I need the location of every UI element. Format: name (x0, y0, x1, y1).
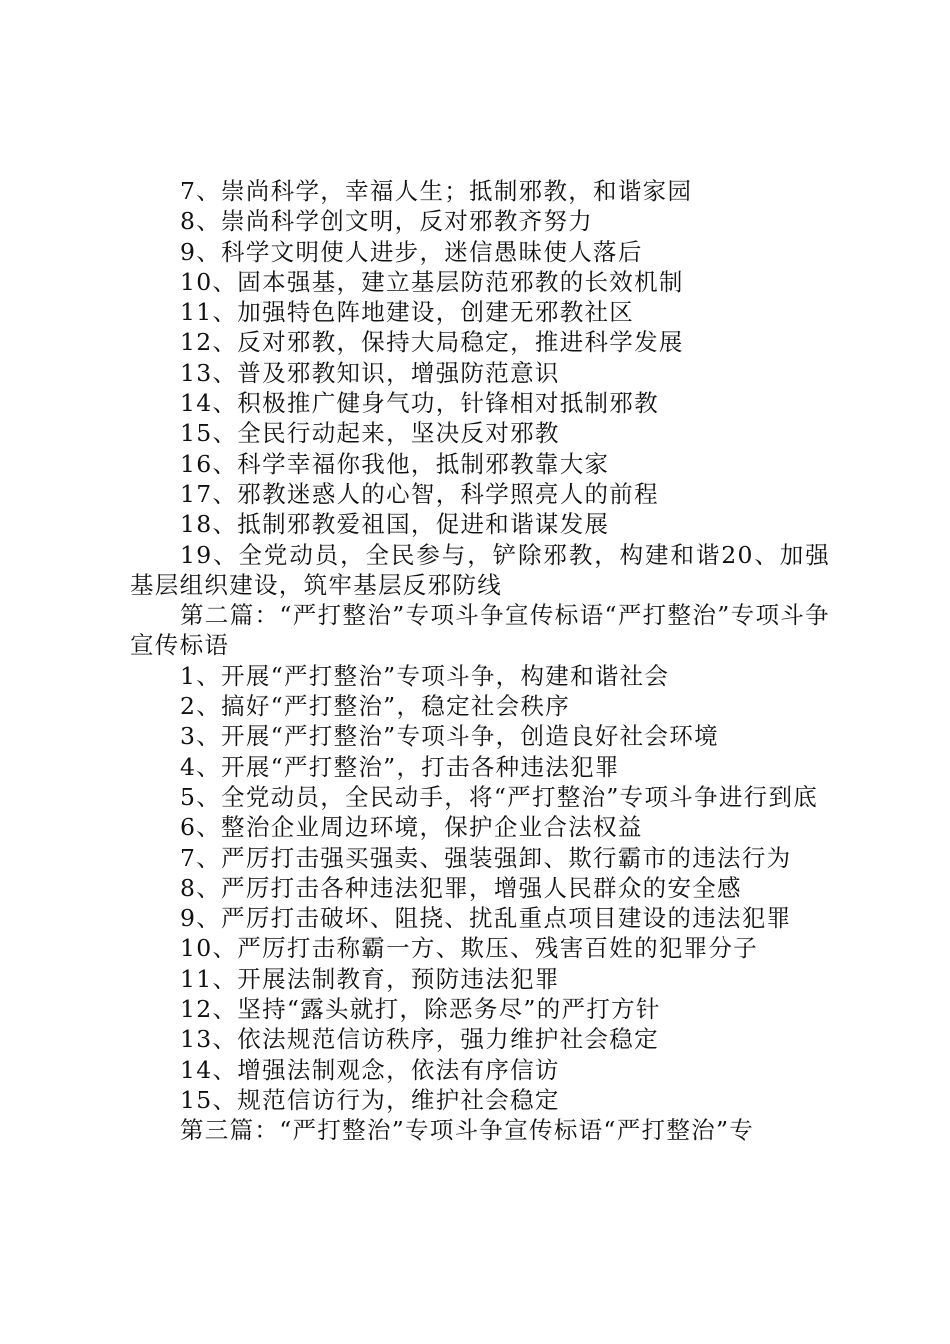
paragraph: 6、整治企业周边环境，保护企业合法权益 (180, 813, 643, 842)
paragraph: 19、全党动员，全民参与，铲除邪教，构建和谐20、加强基层组织建设，筑牢基层反邪防线 (130, 540, 830, 599)
paragraph: 5、全党动员，全民动手，将“严打整治”专项斗争进行到底 (180, 782, 819, 811)
paragraph: 12、反对邪教，保持大局稳定，推进科学发展 (180, 328, 684, 357)
paragraph: 17、邪教迷惑人的心智，科学照亮人的前程 (180, 479, 659, 508)
paragraph: 18、抵制邪教爱祖国，促进和谐谋发展 (180, 510, 610, 539)
paragraph: 12、坚持“露头就打，除恶务尽”的严打方针 (180, 995, 661, 1024)
paragraph: 4、开展“严打整治”，打击各种违法犯罪 (180, 752, 620, 781)
paragraph: 10、严厉打击称霸一方、欺压、残害百姓的犯罪分子 (180, 934, 759, 963)
paragraph: 8、严厉打击各种违法犯罪，增强人民群众的安全感 (180, 873, 742, 902)
paragraph: 2、搞好“严打整治”，稳定社会秩序 (180, 692, 571, 721)
paragraph: 7、严厉打击强买强卖、强装强卸、欺行霸市的违法行为 (180, 843, 792, 872)
section-heading: 第二篇：“严打整治”专项斗争宣传标语“严打整治”专项斗争宣传标语 (130, 601, 830, 660)
paragraph: 8、崇尚科学创文明，反对邪教齐努力 (180, 207, 594, 236)
paragraph: 13、普及邪教知识，增强防范意识 (180, 358, 560, 387)
paragraph: 9、科学文明使人进步，迷信愚昧使人落后 (180, 237, 643, 266)
document-body (130, 176, 830, 1146)
paragraph: 14、积极推广健身气功，针锋相对抵制邪教 (180, 389, 659, 418)
paragraph: 16、科学幸福你我他，抵制邪教靠大家 (180, 449, 610, 478)
paragraph: 15、全民行动起来，坚决反对邪教 (180, 419, 560, 448)
paragraph: 7、崇尚科学，幸福人生；抵制邪教，和谐家园 (180, 177, 693, 205)
paragraph: 1、开展“严打整治”专项斗争，构建和谐社会 (180, 661, 670, 690)
paragraph: 11、开展法制教育，预防违法犯罪 (180, 964, 560, 993)
paragraph: 14、增强法制观念，依法有序信访 (180, 1055, 560, 1084)
section-heading: 第三篇：“严打整治”专项斗争宣传标语“严打整治”专 (180, 1116, 755, 1145)
paragraph: 9、严厉打击破坏、阻挠、扰乱重点项目建设的违法犯罪 (180, 904, 792, 933)
paragraph: 13、依法规范信访秩序，强力维护社会稳定 (180, 1025, 659, 1054)
paragraph: 15、规范信访行为，维护社会稳定 (180, 1085, 560, 1114)
paragraph: 3、开展“严打整治”专项斗争，创造良好社会环境 (180, 722, 719, 751)
paragraph: 10、固本强基，建立基层防范邪教的长效机制 (180, 267, 684, 296)
paragraph: 11、加强特色阵地建设，创建无邪教社区 (180, 298, 635, 327)
